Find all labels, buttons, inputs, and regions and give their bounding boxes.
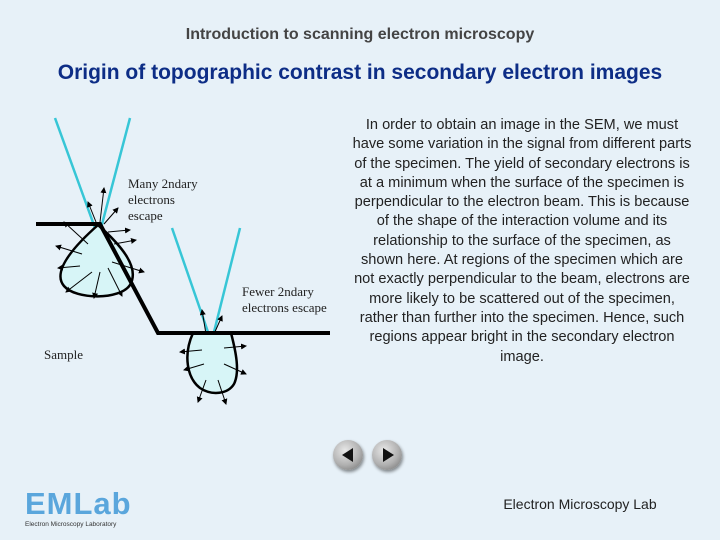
label-fewer-electrons: Fewer 2ndary electrons escape [242,284,327,315]
topographic-contrast-diagram [0,100,350,420]
logo-subtitle: Electron Microscopy Laboratory [25,521,117,528]
header-title: Introduction to scanning electron microscopy [185,26,535,43]
next-slide-button[interactable] [372,440,402,470]
interaction-volume-right [187,333,237,393]
previous-arrow-icon [342,448,353,462]
footer-lab-name: Electron Microscopy Lab [503,496,657,512]
electron-beam-left [55,118,130,228]
logo-wordmark: EMLab [25,486,132,521]
next-arrow-icon [383,448,394,462]
label-sample: Sample [44,347,83,362]
emlab-logo [25,486,132,530]
body-text: In order to obtain an image in the SEM, we must have some variation in the signal from different parts of the specimen. The yield of secondary electrons is at a minimum when the surface of the specimen is perpendicular to the electron beam. This is because of the shape of the interaction volume and its relationship to the surface of the specimen, as shown here. At regions of the specimen which are not exactly perpendicular to the beam, electrons are more likely to be scattered out of the specimen, rather than further into the specimen. Hence, such regions appear bright in the secondary electron image. [352,117,692,365]
previous-slide-button[interactable] [333,440,363,470]
label-many-electrons: Many 2ndary electrons escape [128,176,198,223]
electron-beam-right [172,228,240,332]
slide-title: Origin of topographic contrast in secondary electron images [57,61,663,84]
